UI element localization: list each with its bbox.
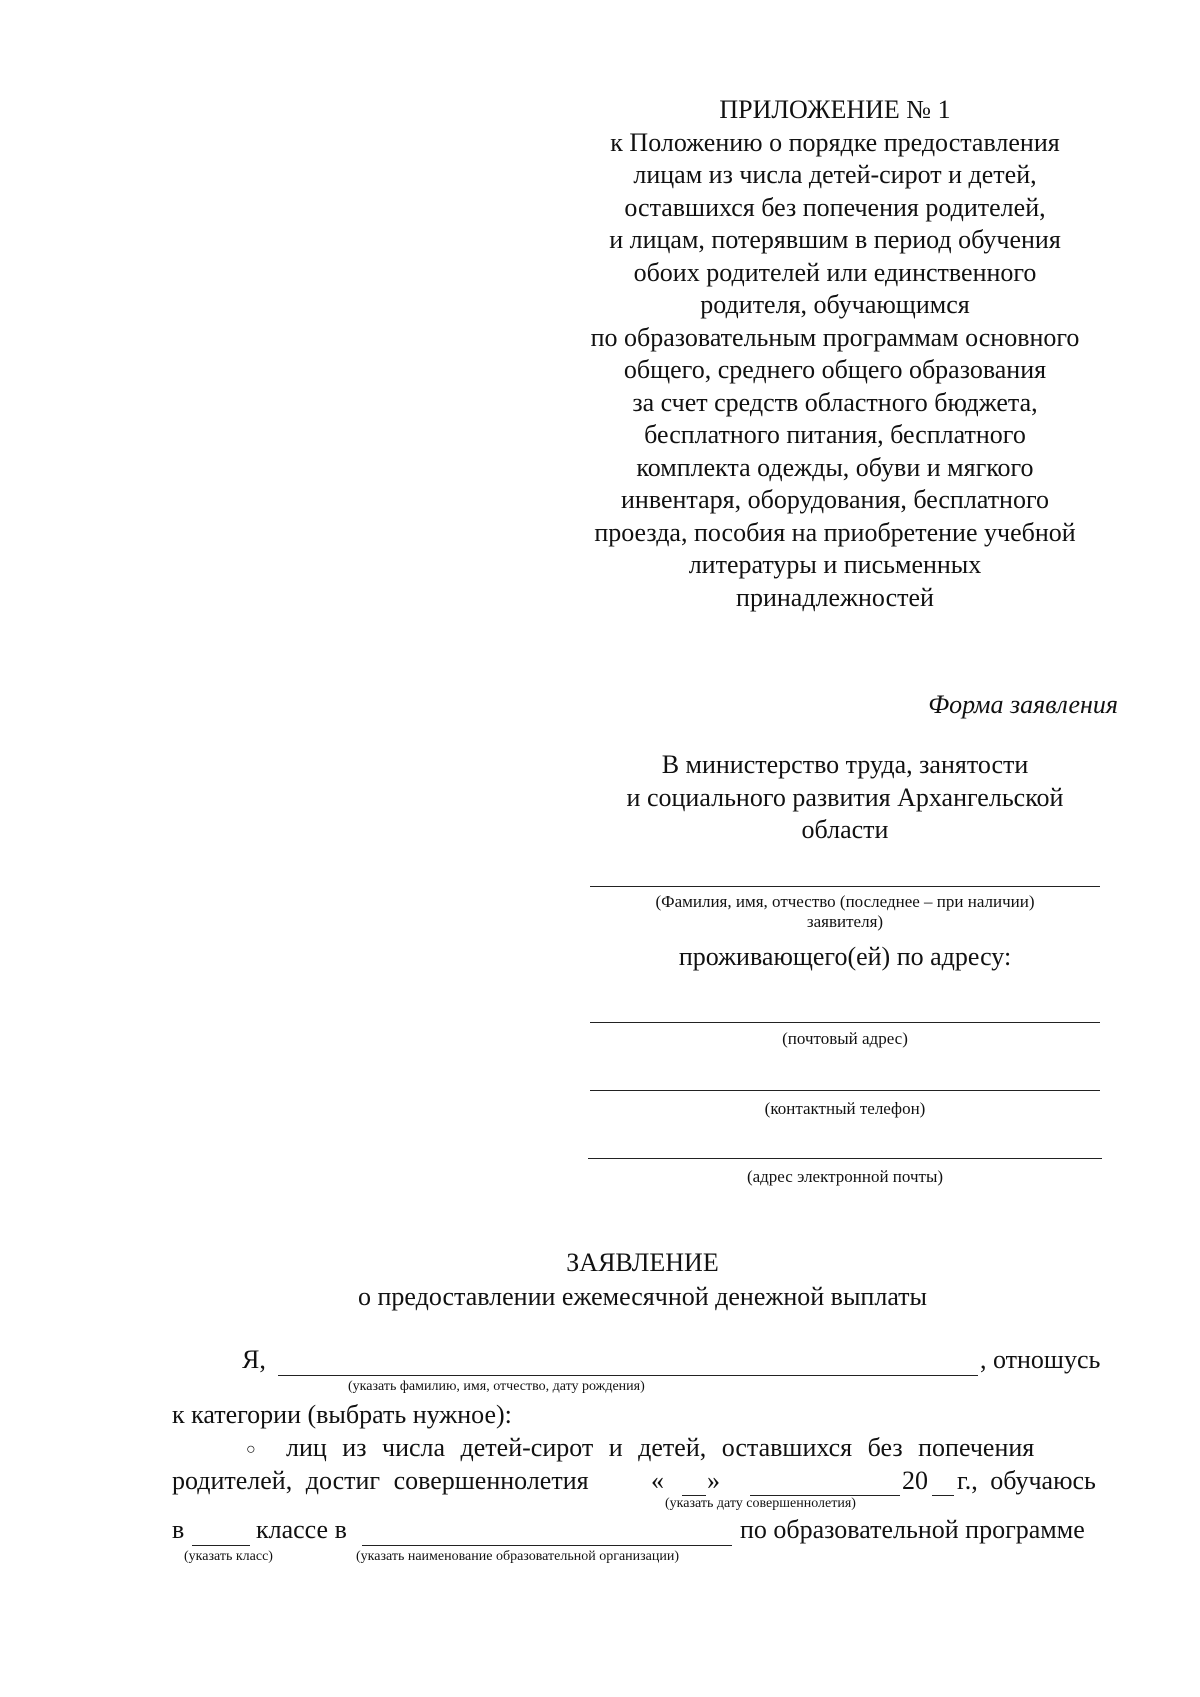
- name-hint: (указать фамилию, имя, отчество, дату рождения): [348, 1379, 645, 1394]
- appendix-line: литературы и письменных: [688, 550, 982, 579]
- year-field[interactable]: [932, 1495, 954, 1496]
- class-in-label: классе в: [256, 1515, 347, 1544]
- program-label: по образовательной программе: [740, 1515, 1085, 1544]
- appendix-line: обоих родителей или единственного: [633, 257, 1037, 287]
- appendix-line: по образовательным программам основного: [590, 322, 1080, 352]
- ya-label: Я,: [242, 1345, 266, 1374]
- appendix-line: принадлежностей: [736, 582, 934, 612]
- form-label: Форма заявления: [928, 690, 1118, 719]
- appendix-line: лицам из числа детей-сирот и детей,: [633, 160, 1037, 189]
- appendix-header: [545, 94, 1125, 614]
- address-caption: (почтовый адрес): [782, 1029, 908, 1048]
- quote-open: «: [651, 1466, 664, 1495]
- organization-hint: (указать наименование образовательной организации): [356, 1549, 680, 1564]
- category-label: к категории (выбрать нужное):: [172, 1400, 512, 1429]
- appendix-line: за счет средств областного бюджета,: [632, 387, 1038, 417]
- option1-text-line2: родителей, достиг совершеннолетия: [172, 1466, 589, 1495]
- addressee-line: области: [801, 815, 889, 844]
- class-field[interactable]: [192, 1545, 250, 1546]
- statement-title: ЗАЯВЛЕНИЕ: [566, 1248, 719, 1277]
- applicant-fullname-field[interactable]: [278, 1375, 978, 1376]
- appendix-line: проезда, пособия на приобретение учебной: [594, 517, 1076, 547]
- addressee-line: и социального развития Архангельской: [626, 782, 1064, 812]
- caption-line: (Фамилия, имя, отчество (последнее – при наличии): [655, 892, 1035, 911]
- option-radio[interactable]: ○: [246, 1441, 256, 1458]
- option1-text-line1: лиц из числа детей-сирот и детей, оставшихся без попечения: [286, 1433, 1035, 1462]
- appendix-line: оставшихся без попечения родителей,: [624, 192, 1046, 222]
- addressee-block: [585, 749, 1105, 847]
- phone-caption: (контактный телефон): [764, 1099, 926, 1118]
- appendix-line: родителя, обучающимся: [700, 290, 970, 319]
- organization-field[interactable]: [362, 1545, 732, 1546]
- caption-line: заявителя): [806, 912, 884, 931]
- email-field[interactable]: [588, 1158, 1102, 1159]
- appendix-line: бесплатного питания, бесплатного: [644, 420, 1026, 449]
- year-prefix: 20: [902, 1466, 928, 1495]
- applicant-name-field[interactable]: [590, 886, 1100, 887]
- relate-label: , отношусь: [980, 1345, 1101, 1374]
- residing-label: проживающего(ей) по адресу:: [678, 942, 1012, 971]
- class-hint: (указать класс): [184, 1549, 273, 1564]
- v-label: в: [172, 1515, 185, 1544]
- quote-close: »: [707, 1466, 720, 1495]
- year-suffix: г., обучаюсь: [957, 1466, 1096, 1495]
- statement-subtitle: о предоставлении ежемесячной денежной выплаты: [357, 1282, 928, 1311]
- address-field[interactable]: [590, 1022, 1100, 1023]
- email-caption: (адрес электронной почты): [746, 1167, 944, 1186]
- appendix-line: и лицам, потерявшим в период обучения: [609, 225, 1061, 254]
- appendix-line: комплекта одежды, обуви и мягкого: [636, 452, 1034, 482]
- phone-field[interactable]: [590, 1090, 1100, 1091]
- date-hint: (указать дату совершеннолетия): [665, 1496, 856, 1511]
- appendix-line: ПРИЛОЖЕНИЕ № 1: [719, 95, 951, 124]
- applicant-name-caption: [585, 892, 1105, 932]
- appendix-line: к Положению о порядке предоставления: [610, 127, 1060, 157]
- appendix-line: общего, среднего общего образования: [623, 355, 1047, 384]
- appendix-line: инвентаря, оборудования, бесплатного: [621, 485, 1049, 514]
- addressee-line: В министерство труда, занятости: [661, 750, 1029, 779]
